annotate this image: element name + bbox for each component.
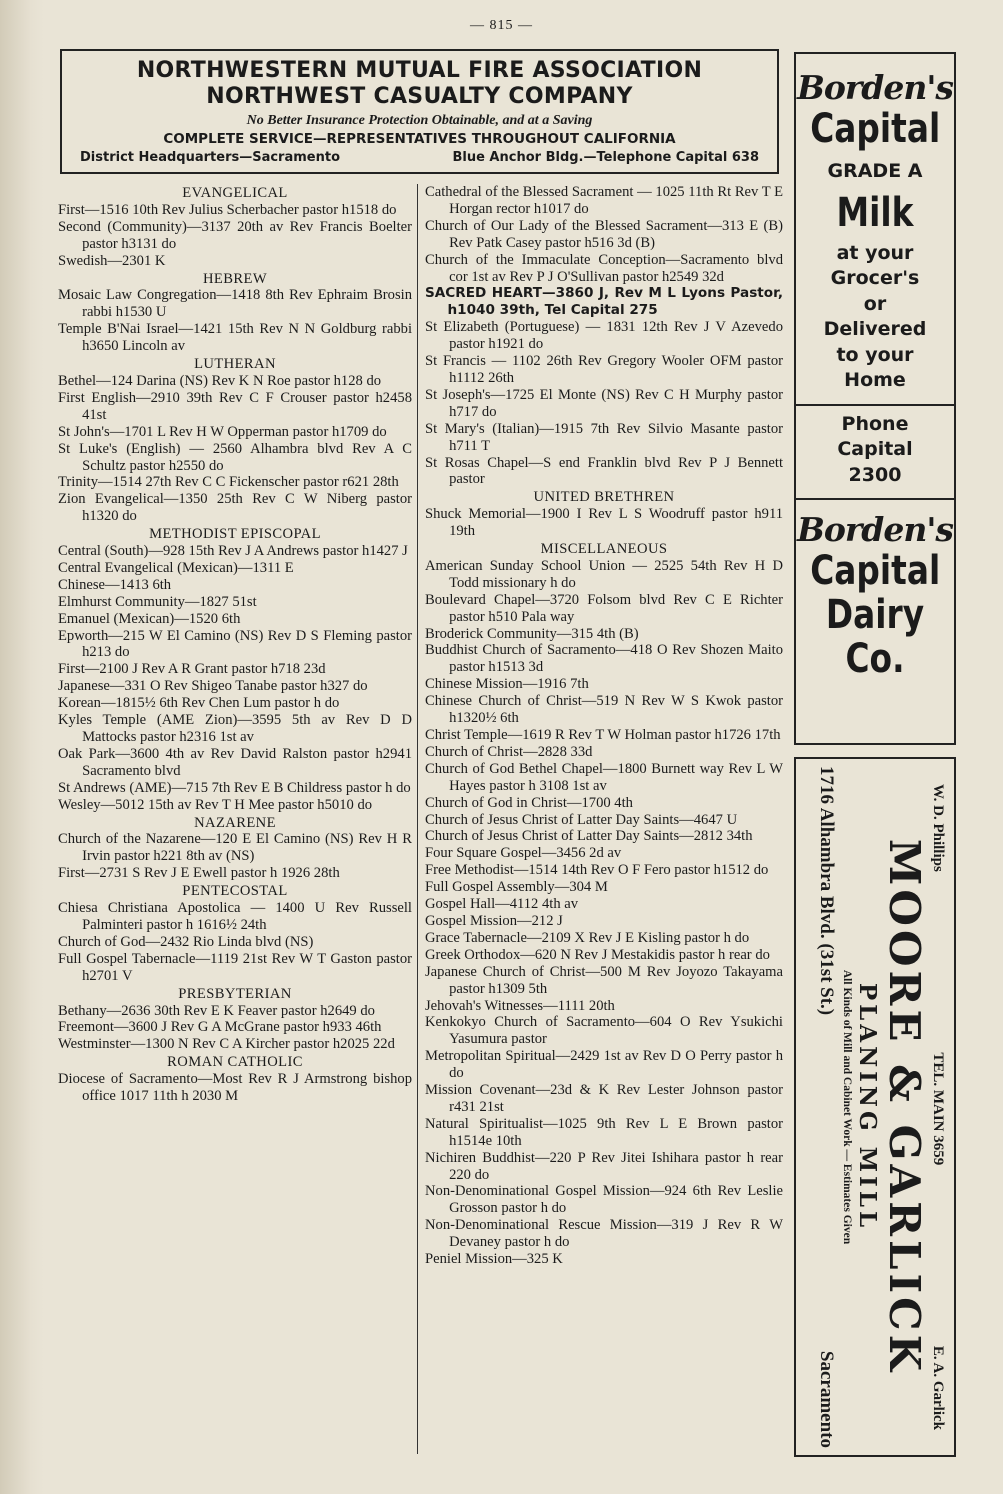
directory-entry: Nichiren Buddhist—220 P Rev Jitei Ishihara pastor h rear 220 do	[425, 1149, 783, 1183]
directory-entry: Emanuel (Mexican)—1520 6th	[58, 610, 241, 627]
directory-entry: Buddhist Church of Sacramento—418 O Rev Shozen Maito pastor h1513 3d	[425, 642, 783, 676]
directory-entry: Epworth—215 W El Camino (NS) Rev D S Fleming pastor h213 do	[58, 627, 412, 661]
bordens-line: Grocer's	[830, 267, 920, 289]
directory-entry: Church of Our Lady of the Blessed Sacrament—313 E (B) Rev Patk Casey pastor h516 3d (B)	[425, 217, 783, 251]
directory-entry: Church of Christ—2828 33d	[425, 743, 593, 760]
directory-entry: Central (South)—928 15th Rev J A Andrews pastor h1427 J	[58, 543, 408, 560]
directory-entry: Shuck Memorial—1900 I Rev L S Woodruff pastor h911 19th	[425, 506, 783, 540]
directory-entry: Trinity—1514 27th Rev C C Fickenscher pastor r621 28th	[58, 474, 399, 491]
directory-entry: Peniel Mission—325 K	[425, 1251, 563, 1268]
directory-entry: Church of Jesus Christ of Latter Day Saints—4647 U	[425, 811, 738, 828]
directory-entry: Kyles Temple (AME Zion)—3595 5th av Rev D D Mattocks pastor h2316 1st av	[58, 712, 412, 745]
bordens-logo: Borden's	[796, 510, 954, 549]
directory-entry: Church of Jesus Christ of Latter Day Saints—2812 34th	[425, 828, 753, 845]
bordens-logo: Borden's	[796, 68, 954, 107]
section-heading: ROMAN CATHOLIC	[167, 1054, 303, 1071]
directory-entry-featured: SACRED HEART—3860 J, Rev M L Lyons Pastor, h1040 39th, Tel Capital 275	[425, 285, 783, 319]
directory-entry: Oak Park—3600 4th av Rev David Ralston pastor h2941 Sacramento blvd	[58, 745, 412, 779]
owner-phillips: W. D. Phillips	[930, 784, 946, 872]
page-binding-edge	[0, 0, 44, 1494]
directory-entry: Japanese—331 O Rev Shigeo Tanabe pastor h327 do	[58, 678, 368, 695]
directory-entry: Elmhurst Community—1827 51st	[58, 593, 257, 610]
directory-entry: First English—2910 39th Rev C F Crouser pastor h2458 41st	[58, 389, 412, 423]
bordens-line: Home	[844, 369, 906, 391]
directory-entry: Christ Temple—1619 R Rev T W Holman pastor h1726 17th	[425, 727, 781, 743]
section-heading: LUTHERAN	[194, 356, 276, 373]
page-number: — 815 —	[470, 18, 533, 33]
directory-entry: Free Methodist—1514 14th Rev O F Fero pastor h1512 do	[425, 862, 769, 879]
directory-column-left	[58, 184, 412, 1105]
directory-entry: Diocese of Sacramento—Most Rev R J Armstrong bishop office 1017 11th h 2030 M	[58, 1071, 412, 1105]
directory-entry: First—2100 J Rev A R Grant pastor h718 23d	[58, 661, 326, 678]
directory-entry: Mission Covenant—23d & K Rev Lester Johnson pastor r431 21st	[425, 1082, 783, 1115]
section-heading: UNITED BRETHREN	[533, 489, 675, 506]
insurance-ad-telephone: Blue Anchor Bldg.—Telephone Capital 638	[452, 150, 759, 165]
directory-entry: Greek Orthodox—620 N Rev J Mestakidis pastor h rear do	[425, 946, 770, 963]
moore-garlick-ad	[794, 757, 956, 1457]
insurance-ad-headquarters: District Headquarters—Sacramento	[80, 150, 340, 165]
directory-entry: Cathedral of the Blessed Sacrament — 1025 11th Rt Rev T E Horgan rector h1017 do	[425, 184, 783, 217]
directory-entry: Full Gospel Assembly—304 M	[425, 879, 608, 896]
bordens-capital: Capital	[810, 548, 941, 594]
directory-entry: Bethel—124 Darina (NS) Rev K N Roe pastor h128 do	[58, 372, 382, 389]
bordens-line: at your	[836, 241, 914, 264]
moore-tagline: All Kinds of Mill and Cabinet Work — Estimates Given	[841, 969, 853, 1245]
bordens-line: or	[863, 292, 887, 315]
directory-entry: Central Evangelical (Mexican)—1311 E	[58, 559, 294, 576]
bordens-co: Co.	[845, 636, 905, 682]
bordens-grade: GRADE A	[827, 160, 923, 182]
directory-entry: Second (Community)—3137 20th av Rev Francis Boelter pastor h3131 do	[58, 218, 412, 252]
directory-entry: Church of the Nazarene—120 E El Camino (NS) Rev H R Irvin pastor h221 8th av (NS)	[58, 831, 412, 865]
column-divider	[417, 184, 418, 1454]
bordens-phone-label: Phone	[841, 412, 909, 435]
bordens-phone-number: 2300	[848, 463, 902, 486]
directory-column-right	[425, 184, 783, 1268]
directory-entry: Gospel Hall—4112 4th av	[425, 896, 579, 913]
directory-entry: Non-Denominational Gospel Mission—924 6th Rev Leslie Grosson pastor h do	[425, 1183, 783, 1217]
insurance-ad	[60, 49, 779, 174]
directory-entry: First—2731 S Rev J E Ewell pastor h 1926 28th	[58, 865, 340, 882]
directory-entry: Mosaic Law Congregation—1418 8th Rev Ephraim Brosin rabbi h1530 U	[58, 287, 412, 321]
bordens-phone-exchange: Capital	[837, 438, 913, 460]
section-heading: HEBREW	[202, 270, 267, 287]
directory-entry: Broderick Community—315 4th (B)	[425, 625, 639, 642]
directory-entry: Bethany—2636 30th Rev E K Feaver pastor h2649 do	[58, 1002, 375, 1019]
directory-entry: St Rosas Chapel—S end Franklin blvd Rev P J Bennett pastor	[425, 454, 783, 488]
directory-entry: Natural Spiritualist—1025 9th Rev L E Brown pastor h1514e 10th	[425, 1115, 783, 1149]
directory-entry: Boulevard Chapel—3720 Folsom blvd Rev C E Richter pastor h510 Pala way	[425, 591, 783, 625]
directory-entry: Zion Evangelical—1350 25th Rev C W Niberg pastor h1320 do	[58, 491, 412, 525]
bordens-divider	[796, 404, 954, 406]
directory-entry: St Luke's (English) — 2560 Alhambra blvd Rev A C Schultz pastor h2550 do	[58, 440, 412, 474]
bordens-line: to your	[836, 343, 914, 366]
directory-entry: Korean—1815½ 6th Rev Chen Lum pastor h do	[58, 695, 340, 712]
insurance-ad-line1: NORTHWESTERN MUTUAL FIRE ASSOCIATION	[136, 58, 703, 83]
directory-entry: Metropolitan Spiritual—2429 1st av Rev D O Perry pastor h do	[425, 1048, 783, 1082]
directory-entry: Church of the Immaculate Conception—Sacramento blvd cor 1st av Rev P J O'Sullivan pastor h2549 32d	[425, 251, 783, 285]
insurance-ad-slogan: No Better Insurance Protection Obtainable, and at a Saving	[246, 113, 593, 128]
section-heading: NAZARENE	[194, 814, 276, 831]
directory-entry: St Elizabeth (Portuguese) — 1831 12th Rev J V Azevedo pastor h1921 do	[425, 319, 783, 353]
directory-entry: First—1516 10th Rev Julius Scherbacher pastor h1518 do	[58, 201, 397, 218]
moore-garlick-owners-row	[929, 762, 946, 1452]
bordens-capital: Capital	[810, 106, 941, 152]
insurance-ad-contact	[62, 150, 777, 165]
directory-entry: Non-Denominational Rescue Mission—319 J Rev R W Devaney pastor h do	[425, 1217, 783, 1251]
directory-entry: Chinese—1413 6th	[58, 576, 172, 593]
directory-entry: Four Square Gospel—3456 2d av	[425, 845, 622, 862]
directory-entry: Swedish—2301 K	[58, 252, 166, 269]
directory-entry: Chinese Mission—1916 7th	[425, 676, 589, 693]
directory-entry: Grace Tabernacle—2109 X Rev J E Kisling pastor h do	[425, 929, 750, 946]
insurance-ad-line2: NORTHWEST CASUALTY COMPANY	[206, 84, 633, 109]
moore-garlick-rotated-content	[800, 762, 950, 1452]
moore-address-row	[815, 762, 837, 1452]
section-heading: METHODIST EPISCOPAL	[149, 526, 321, 543]
directory-entry: Chinese Church of Christ—519 N Rev W S Kwok pastor h1320½ 6th	[425, 693, 783, 727]
moore-telephone: TEL. MAIN 3659	[930, 1052, 946, 1166]
section-heading: EVANGELICAL	[182, 185, 288, 201]
directory-entry: Temple B'Nai Israel—1421 15th Rev N N Goldburg rabbi h3650 Lincoln av	[58, 321, 412, 355]
directory-entry: Church of God—2432 Rio Linda blvd (NS)	[58, 933, 314, 950]
bordens-milk: Milk	[836, 189, 914, 236]
directory-entry: American Sunday School Union — 2525 54th Rev H D Todd missionary h do	[425, 557, 783, 591]
moore-city: Sacramento	[816, 1350, 837, 1448]
section-heading: PRESBYTERIAN	[178, 985, 292, 1002]
directory-entry: Freemont—3600 J Rev G A McGrane pastor h933 46th	[58, 1019, 382, 1036]
directory-entry: Westminster—1300 N Rev C A Kircher pastor h2025 22d	[58, 1036, 395, 1053]
directory-entry: Wesley—5012 15th av Rev T H Mee pastor h5010 do	[58, 796, 373, 813]
insurance-ad-service: COMPLETE SERVICE—REPRESENTATIVES THROUGHOUT CALIFORNIA	[163, 131, 676, 147]
directory-entry: Jehovah's Witnesses—1111 20th	[425, 997, 615, 1014]
directory-entry: Japanese Church of Christ—500 M Rev Joyozo Takayama pastor h1309 5th	[425, 963, 783, 997]
owner-garlick: E. A. Garlick	[930, 1345, 946, 1430]
directory-entry: Gospel Mission—212 J	[425, 912, 563, 929]
directory-entry: St Joseph's—1725 El Monte (NS) Rev C H Murphy pastor h717 do	[425, 386, 783, 420]
section-heading: MISCELLANEOUS	[540, 541, 668, 558]
bordens-line: Delivered	[823, 318, 927, 340]
section-heading: PENTECOSTAL	[182, 883, 288, 900]
directory-entry: St John's—1701 L Rev H W Opperman pastor h1709 do	[58, 423, 387, 440]
directory-entry: St Francis — 1102 26th Rev Gregory Wooler OFM pastor h1112 26th	[425, 353, 783, 386]
moore-planing-mill: PLANING MILL	[854, 982, 881, 1232]
bordens-divider	[796, 498, 954, 500]
bordens-ad	[794, 52, 956, 745]
moore-garlick-name: MOORE & GARLICK	[880, 838, 929, 1376]
directory-entry: Chiesa Christiana Apostolica — 1400 U Rev Russell Palminteri pastor h 1616½ 24th	[58, 900, 412, 933]
directory-entry: St Andrews (AME)—715 7th Rev E B Childress pastor h do	[58, 779, 411, 796]
moore-address: 1716 Alhambra Blvd. (31st St.)	[816, 766, 837, 1016]
directory-entry: Church of God Bethel Chapel—1800 Burnett way Rev L W Hayes pastor h 3108 1st av	[425, 760, 783, 794]
directory-entry: Full Gospel Tabernacle—1119 21st Rev W T Gaston pastor h2701 V	[58, 950, 412, 984]
directory-entry: Church of God in Christ—1700 4th	[425, 794, 633, 811]
directory-entry: Kenkokyo Church of Sacramento—604 O Rev Ysukichi Yasumura pastor	[425, 1014, 783, 1048]
directory-entry: St Mary's (Italian)—1915 7th Rev Silvio Masante pastor h711 T	[425, 420, 783, 454]
bordens-dairy: Dairy	[825, 592, 925, 638]
